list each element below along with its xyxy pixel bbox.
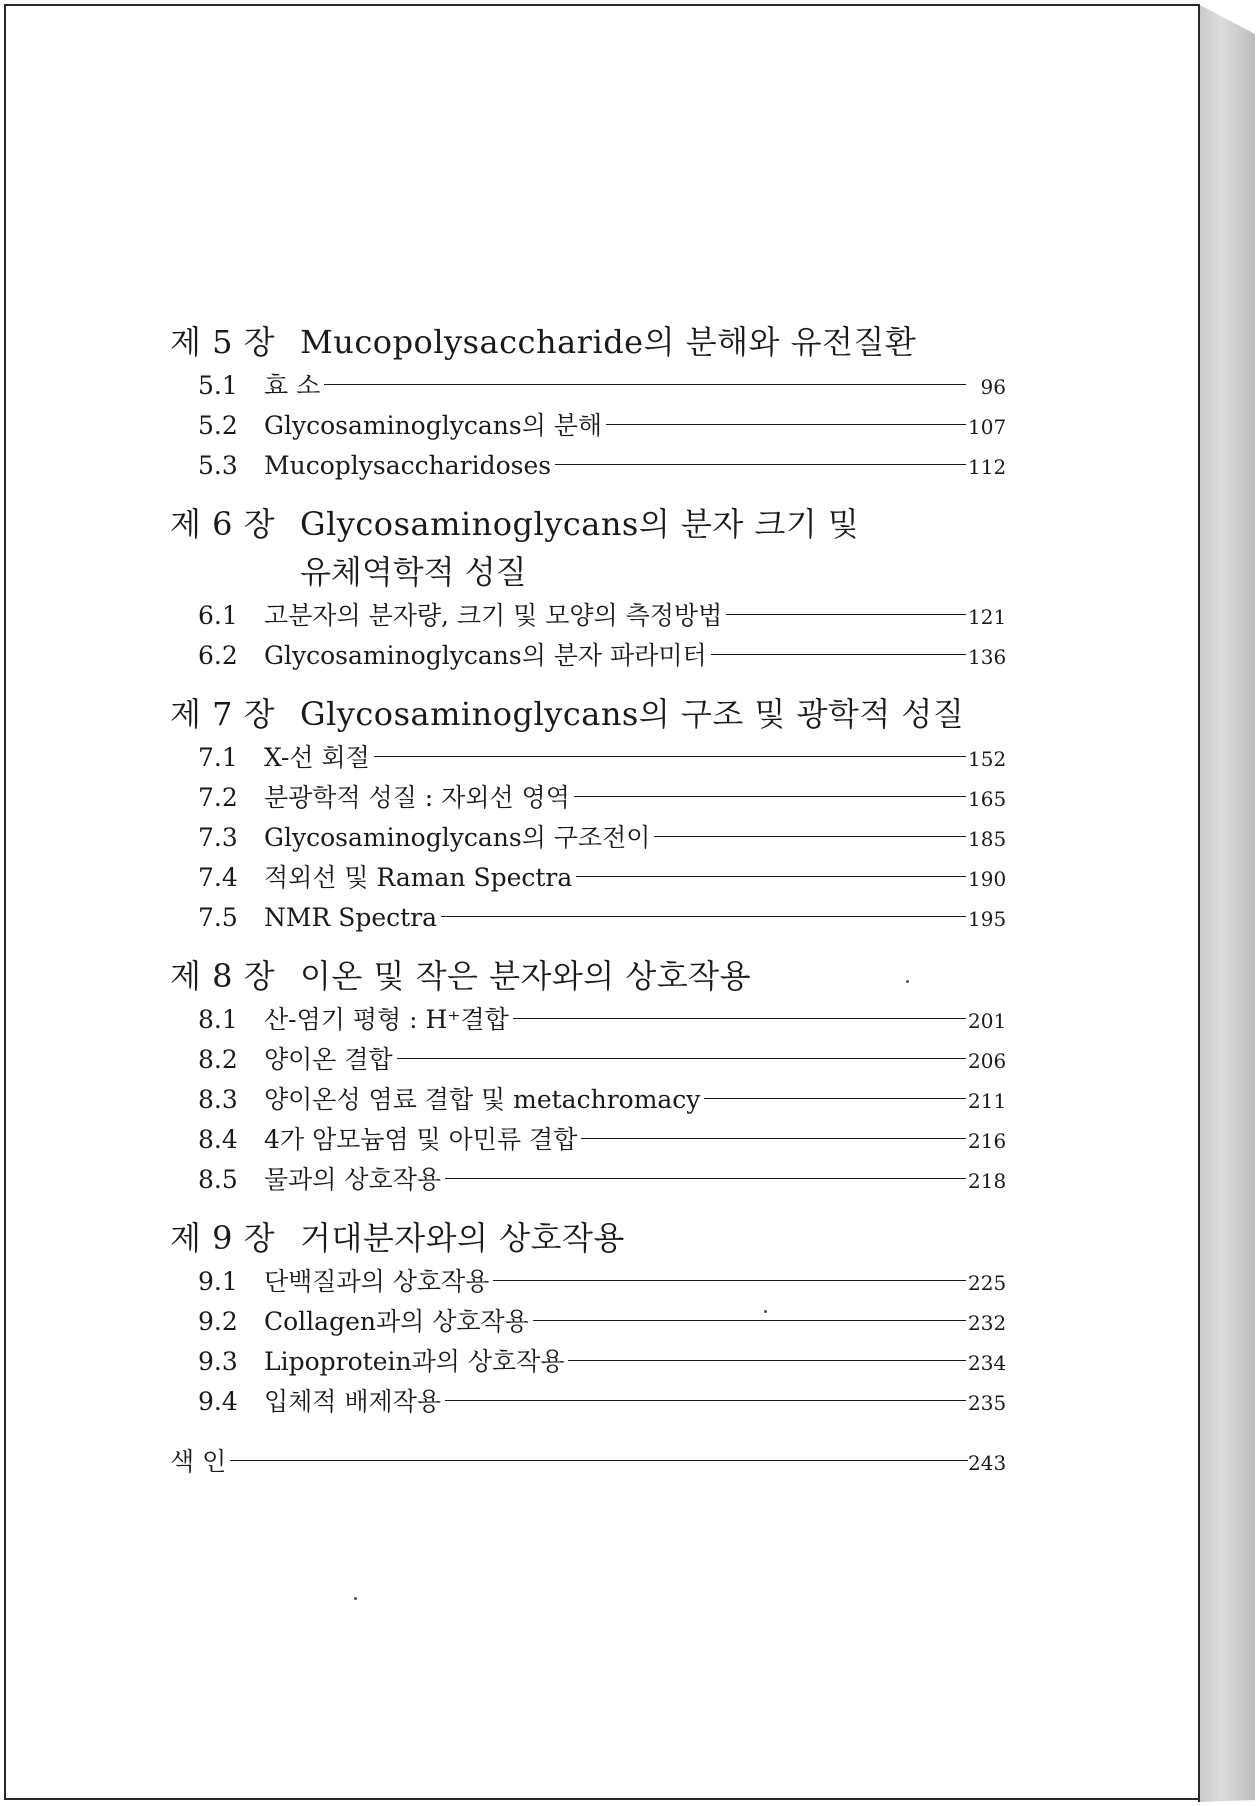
section-number: 7.2 xyxy=(198,783,238,812)
page-number: 218 xyxy=(968,1169,1007,1193)
page-number: 195 xyxy=(968,907,1007,931)
toc-entry xyxy=(170,1120,1006,1160)
page-number: 201 xyxy=(968,1009,1007,1033)
toc-entry xyxy=(170,1382,1006,1422)
index-title: 색 인 xyxy=(170,1447,227,1476)
page-number: 243 xyxy=(968,1451,1007,1475)
section-title: 적외선 및 Raman Spectra xyxy=(264,863,573,892)
leader-line xyxy=(711,654,966,655)
chapter-heading xyxy=(170,690,1006,738)
toc-entry xyxy=(170,1040,1006,1080)
leader-line xyxy=(576,876,966,877)
section-number: 6.2 xyxy=(198,641,238,670)
page-number: 234 xyxy=(968,1351,1007,1375)
toc-entry xyxy=(170,366,1006,406)
toc-entry xyxy=(170,1302,1006,1342)
section-title: X-선 회절 xyxy=(264,743,370,772)
section-title: 양이온 결합 xyxy=(264,1045,393,1074)
leader-line xyxy=(574,796,966,797)
toc-entry xyxy=(170,596,1006,636)
section-number: 8.5 xyxy=(198,1165,238,1194)
section-number: 7.1 xyxy=(198,743,238,772)
leader-line xyxy=(324,384,966,385)
toc-entry xyxy=(170,898,1006,938)
section-title: Glycosaminoglycans의 구조전이 xyxy=(264,823,651,852)
section-title: 양이온성 염료 결합 및 metachromacy xyxy=(264,1085,701,1114)
chapter-title: 거대분자와의 상호작용 xyxy=(300,1219,625,1257)
section-title: Glycosaminoglycans의 분자 파라미터 xyxy=(264,641,707,670)
print-speck xyxy=(906,980,909,983)
page-number: 165 xyxy=(968,787,1007,811)
chapter-heading xyxy=(170,318,1006,366)
chapter-title: Glycosaminoglycans의 분자 크기 및 xyxy=(300,505,860,543)
page-number: 190 xyxy=(968,867,1007,891)
section-title: 분광학적 성질 : 자외선 영역 xyxy=(264,783,570,812)
leader-line xyxy=(493,1280,966,1281)
print-speck xyxy=(354,1597,357,1600)
toc-entry xyxy=(170,1262,1006,1302)
book-page-edge xyxy=(1198,4,1255,1802)
chapter-title: Mucopolysaccharide의 분해와 유전질환 xyxy=(300,323,917,361)
leader-line xyxy=(374,756,966,757)
page-number: 216 xyxy=(968,1129,1007,1153)
page-number: 136 xyxy=(968,645,1007,669)
section-number: 7.3 xyxy=(198,823,238,852)
leader-line xyxy=(441,916,966,917)
section-number: 9.4 xyxy=(198,1387,238,1416)
leader-line xyxy=(445,1400,966,1401)
section-number: 7.4 xyxy=(198,863,238,892)
section-title: Glycosaminoglycans의 분해 xyxy=(264,411,603,440)
chapter-title-continuation: 유체역학적 성질 xyxy=(300,553,527,591)
section-number: 7.5 xyxy=(198,903,238,932)
page-number: 232 xyxy=(968,1311,1007,1335)
chapter-label: 제 7 장 xyxy=(170,695,276,733)
chapter-title: 이온 및 작은 분자와의 상호작용 xyxy=(300,957,752,995)
page-number: 225 xyxy=(968,1271,1007,1295)
toc-entry xyxy=(170,858,1006,898)
page-number: 211 xyxy=(968,1089,1007,1113)
section-title: Mucoplysaccharidoses xyxy=(264,451,552,480)
section-number: 5.2 xyxy=(198,411,238,440)
table-of-contents xyxy=(170,318,1006,1482)
leader-line xyxy=(513,1018,966,1019)
page-number: 206 xyxy=(968,1049,1007,1073)
section-title: 물과의 상호작용 xyxy=(264,1165,441,1194)
section-title: Lipoprotein과의 상호작용 xyxy=(264,1347,565,1376)
page-number: 107 xyxy=(968,415,1007,439)
chapter-label: 제 8 장 xyxy=(170,957,276,995)
chapter-title: Glycosaminoglycans의 구조 및 광학적 성질 xyxy=(300,695,965,733)
page-number: 121 xyxy=(968,605,1007,629)
toc-entry xyxy=(170,446,1006,486)
section-number: 5.1 xyxy=(198,371,238,400)
leader-line xyxy=(230,1460,968,1461)
leader-line xyxy=(445,1178,966,1179)
book-spine-line xyxy=(1198,4,1200,1802)
section-title: Collagen과의 상호작용 xyxy=(264,1307,529,1336)
section-number: 8.2 xyxy=(198,1045,238,1074)
section-number: 8.4 xyxy=(198,1125,238,1154)
toc-entry xyxy=(170,636,1006,676)
index-entry xyxy=(170,1442,1006,1482)
section-number: 5.3 xyxy=(198,451,238,480)
print-speck xyxy=(764,1310,767,1313)
leader-line xyxy=(726,614,966,615)
toc-entry xyxy=(170,1160,1006,1200)
section-title: 입체적 배제작용 xyxy=(264,1387,441,1416)
leader-line xyxy=(654,836,966,837)
section-number: 6.1 xyxy=(198,601,238,630)
section-number: 9.3 xyxy=(198,1347,238,1376)
section-title: 4가 암모늄염 및 아민류 결합 xyxy=(264,1125,578,1154)
toc-entry xyxy=(170,738,1006,778)
page-number: 185 xyxy=(968,827,1007,851)
chapter-label: 제 6 장 xyxy=(170,505,276,543)
section-number: 9.1 xyxy=(198,1267,238,1296)
section-title: NMR Spectra xyxy=(264,903,438,932)
leader-line xyxy=(555,464,966,465)
section-title: 단백질과의 상호작용 xyxy=(264,1267,490,1296)
leader-line xyxy=(606,424,966,425)
toc-entry xyxy=(170,818,1006,858)
page-number: 235 xyxy=(968,1391,1007,1415)
section-title: 효 소 xyxy=(264,371,321,400)
leader-line xyxy=(397,1058,966,1059)
toc-entry xyxy=(170,778,1006,818)
toc-entry xyxy=(170,406,1006,446)
chapter-heading xyxy=(170,500,1006,548)
leader-line xyxy=(704,1098,966,1099)
leader-line xyxy=(533,1320,966,1321)
toc-entry xyxy=(170,1080,1006,1120)
section-title: 고분자의 분자량, 크기 및 모양의 측정방법 xyxy=(264,601,723,630)
section-number: 8.1 xyxy=(198,1005,238,1034)
toc-entry xyxy=(170,1000,1006,1040)
leader-line xyxy=(581,1138,966,1139)
section-number: 8.3 xyxy=(198,1085,238,1114)
chapter-heading xyxy=(170,952,1006,1000)
page-number: 112 xyxy=(968,455,1007,479)
chapter-heading xyxy=(170,1214,1006,1262)
chapter-label: 제 9 장 xyxy=(170,1219,276,1257)
toc-entry xyxy=(170,1342,1006,1382)
page-number: 152 xyxy=(968,747,1007,771)
page-number: 96 xyxy=(980,375,1006,399)
section-number: 9.2 xyxy=(198,1307,238,1336)
chapter-label: 제 5 장 xyxy=(170,323,276,361)
section-title: 산-염기 평형 : H⁺결합 xyxy=(264,1005,509,1034)
leader-line xyxy=(568,1360,966,1361)
